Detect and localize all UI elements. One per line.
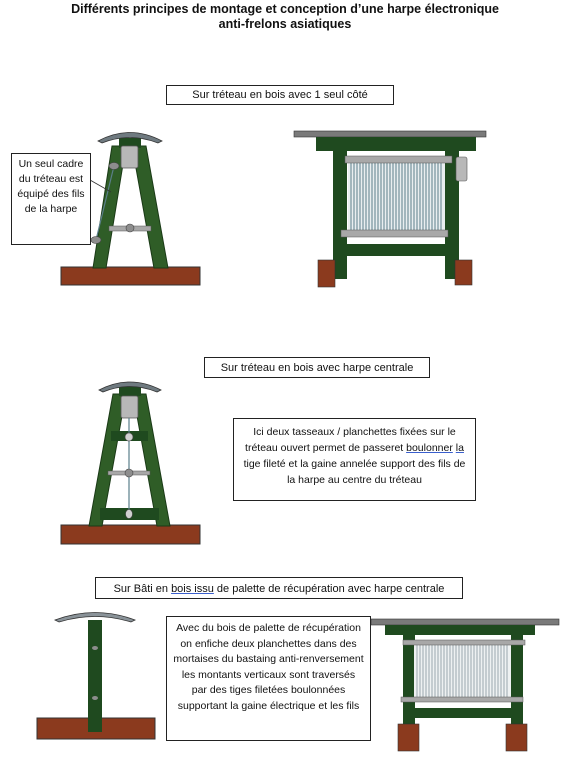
section3-note: Avec du bois de palette de récupération on enfiche deux planchettes dans des mortaises du bastaing anti-renversement les montants verticaux sont traversés par des tiges filetées boulonnées supportant la gaine électrique et les fils <box>166 616 371 741</box>
section1-label: Sur tréteau en bois avec 1 seul côté <box>166 85 394 105</box>
trestle-central-harp-2 <box>61 382 200 544</box>
section2-note-link-la: la <box>455 442 464 454</box>
title-line-2: anti-frelons asiatiques <box>218 17 352 31</box>
section3-label-text-2: de palette de récupération avec harpe centrale <box>213 583 445 595</box>
section2-note-text-2: tige fileté et la gaine annelée support des fils de la harpe au centre du tréteau <box>243 458 466 486</box>
pallet-frame-front-view-3 <box>371 619 559 751</box>
section1-note: Un seul cadre du tréteau est équipé des fils de la harpe <box>11 153 91 245</box>
section2-note <box>233 418 476 501</box>
title-line-1: Différents principes de montage et conception d’une harpe électronique <box>71 2 499 16</box>
section2-note-link-boulonner: boulonner <box>406 442 453 454</box>
section2-note-text-1: Ici deux tasseaux / planchettes fixées sur le tréteau ouvert permet de passeret <box>245 426 456 454</box>
section3-label-link: bois issu <box>171 583 214 595</box>
section3-label-text-1: Sur Bâti en <box>113 583 172 595</box>
harp-front-view-1 <box>294 131 486 287</box>
pallet-frame-side-view-3 <box>37 613 155 740</box>
section3-label <box>95 577 463 599</box>
section2-label: Sur tréteau en bois avec harpe centrale <box>204 357 430 378</box>
